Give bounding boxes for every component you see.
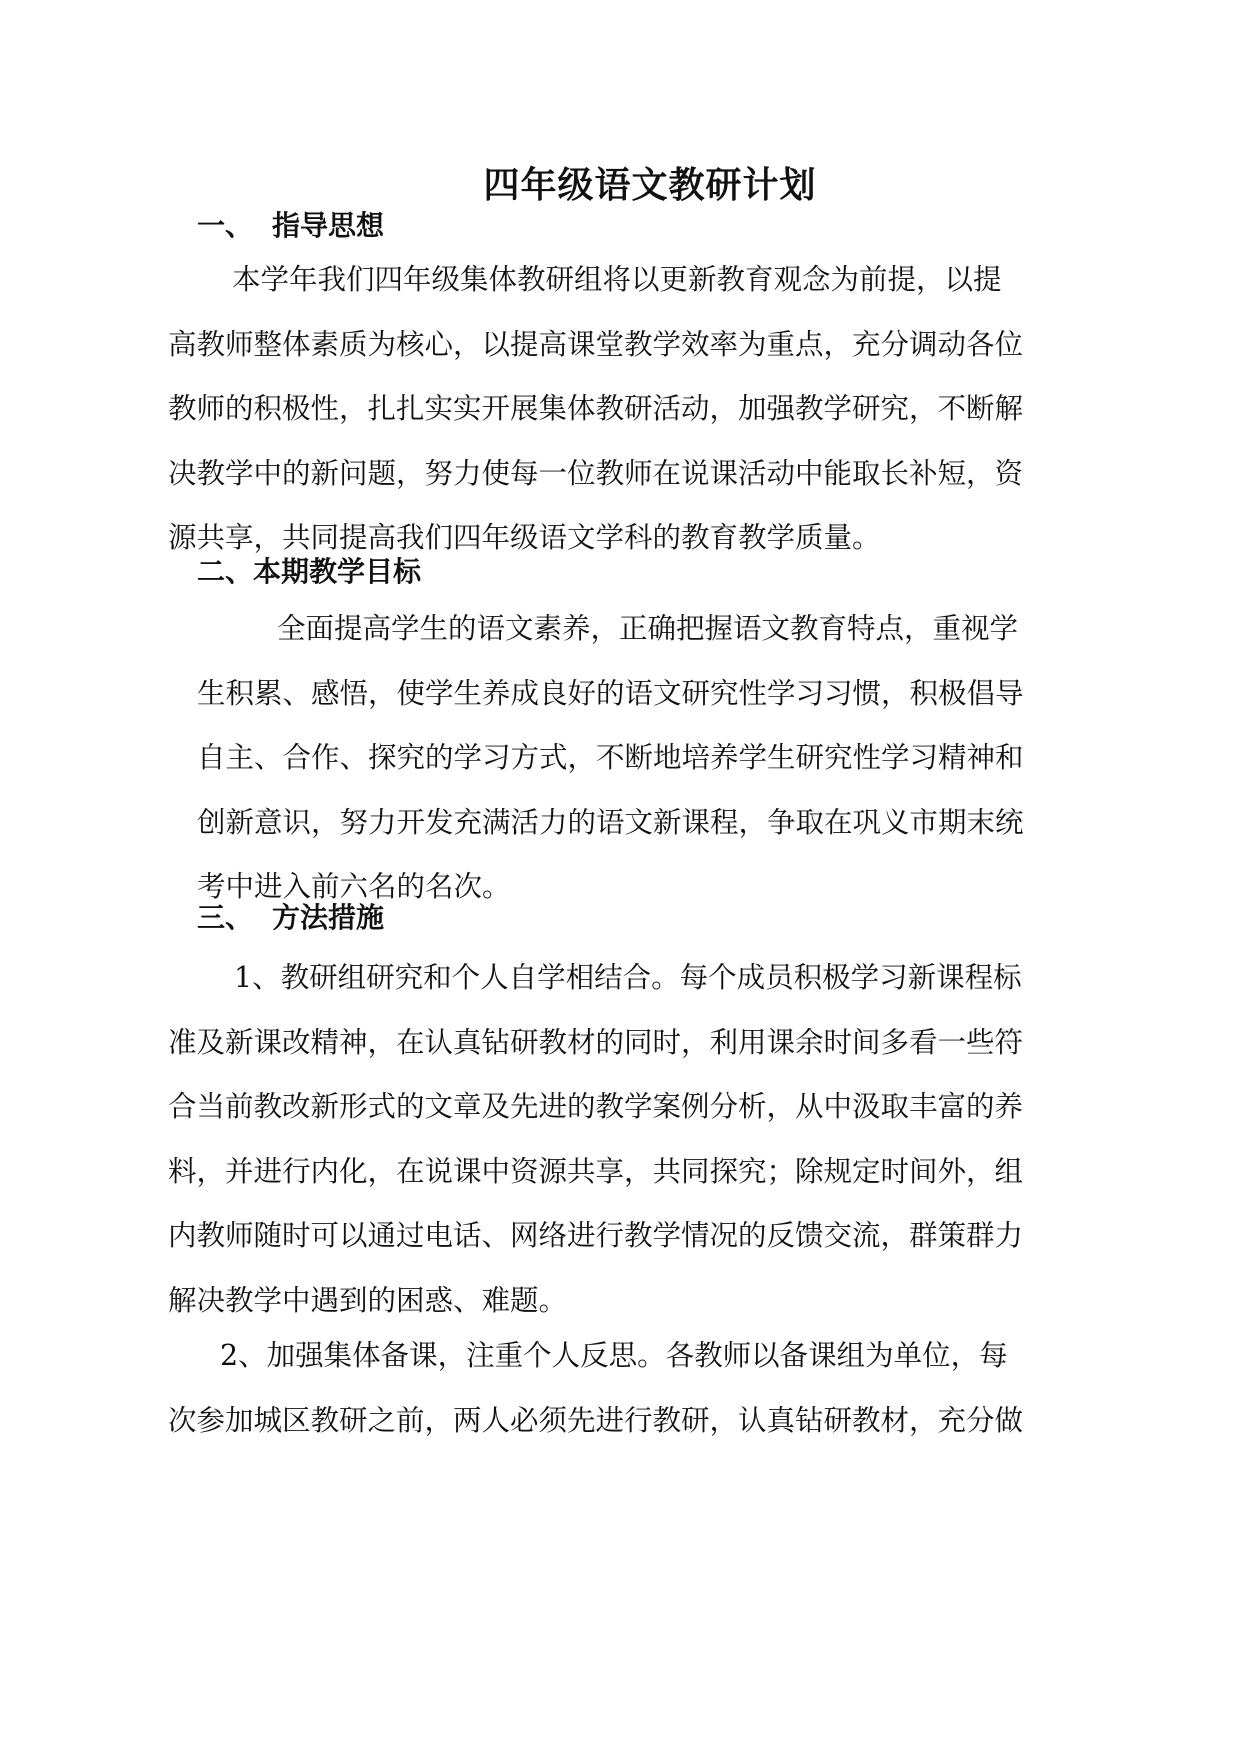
paragraph-line: 创新意识，努力开发充满活力的语文新课程，争取在巩义市期末统 xyxy=(197,805,1024,839)
paragraph-line: 自主、合作、探究的学习方式，不断地培养学生研究性学习精神和 xyxy=(197,741,1024,774)
paragraph-line: 教师的积极性，扎扎实实开展集体教研活动，加强教学研究，不断解 xyxy=(168,392,1024,425)
section-title: 方法措施 xyxy=(272,901,385,934)
paragraph-line: 解决教学中遇到的困惑、难题。 xyxy=(168,1283,568,1317)
section-number: 三、 xyxy=(197,901,254,934)
section-title: 本期教学目标 xyxy=(253,555,422,588)
document-title: 四年级语文教研计划 xyxy=(483,164,817,206)
paragraph-line: 决教学中的新问题，努力使每一位教师在说课活动中能取长补短，资 xyxy=(168,456,1024,490)
paragraph-line: 考中进入前六名的名次。 xyxy=(197,870,511,903)
paragraph-line: 全面提高学生的语文素养，正确把握语文教育特点，重视学 xyxy=(277,612,1019,645)
paragraph-line: 合当前教改新形式的文章及先进的教学案例分析，从中汲取丰富的养 xyxy=(168,1090,1024,1123)
section-number: 二、 xyxy=(197,555,254,588)
section-heading-teaching-goals xyxy=(197,552,421,592)
section-paragraph-teaching-goals xyxy=(197,597,1024,920)
paragraph-line: 生积累、感悟，使学生养成良好的语文研究性学习习惯，积极倡导 xyxy=(197,676,1024,710)
paragraph-line: 料，并进行内化，在说课中资源共享，共同探究；除规定时间外，组 xyxy=(168,1154,1024,1188)
section-number: 一、 xyxy=(197,209,254,242)
paragraph-line: 准及新课改精神，在认真钻研教材的同时，利用课余时间多看一些符 xyxy=(168,1025,1024,1059)
paragraph-line: 2、加强集体备课，注重个人反思。各教师以备课组为单位，每 xyxy=(220,1339,1008,1372)
paragraph-line: 高教师整体素质为核心，以提高课堂教学效率为重点，充分调动各位 xyxy=(168,327,1024,361)
paragraph-line: 次参加城区教研之前，两人必须先进行教研，认真钻研教材，充分做 xyxy=(168,1403,1024,1437)
paragraph-line: 1、教研组研究和个人自学相结合。每个成员积极学习新课程标 xyxy=(234,961,1022,994)
section-paragraph-guiding-ideology xyxy=(168,248,1024,571)
section-title: 指导思想 xyxy=(272,209,385,242)
section-heading-methods xyxy=(197,898,384,938)
section-item-2 xyxy=(168,1324,1024,1453)
paragraph-line: 源共享，共同提高我们四年级语文学科的教育教学质量。 xyxy=(168,521,881,554)
paragraph-line: 内教师随时可以通过电话、网络进行教学情况的反馈交流，群策群力 xyxy=(168,1219,1024,1252)
paragraph-line: 本学年我们四年级集体教研组将以更新教育观念为前提，以提 xyxy=(232,263,1002,296)
section-heading-guiding-ideology xyxy=(197,206,384,246)
section-item-1 xyxy=(168,946,1024,1333)
